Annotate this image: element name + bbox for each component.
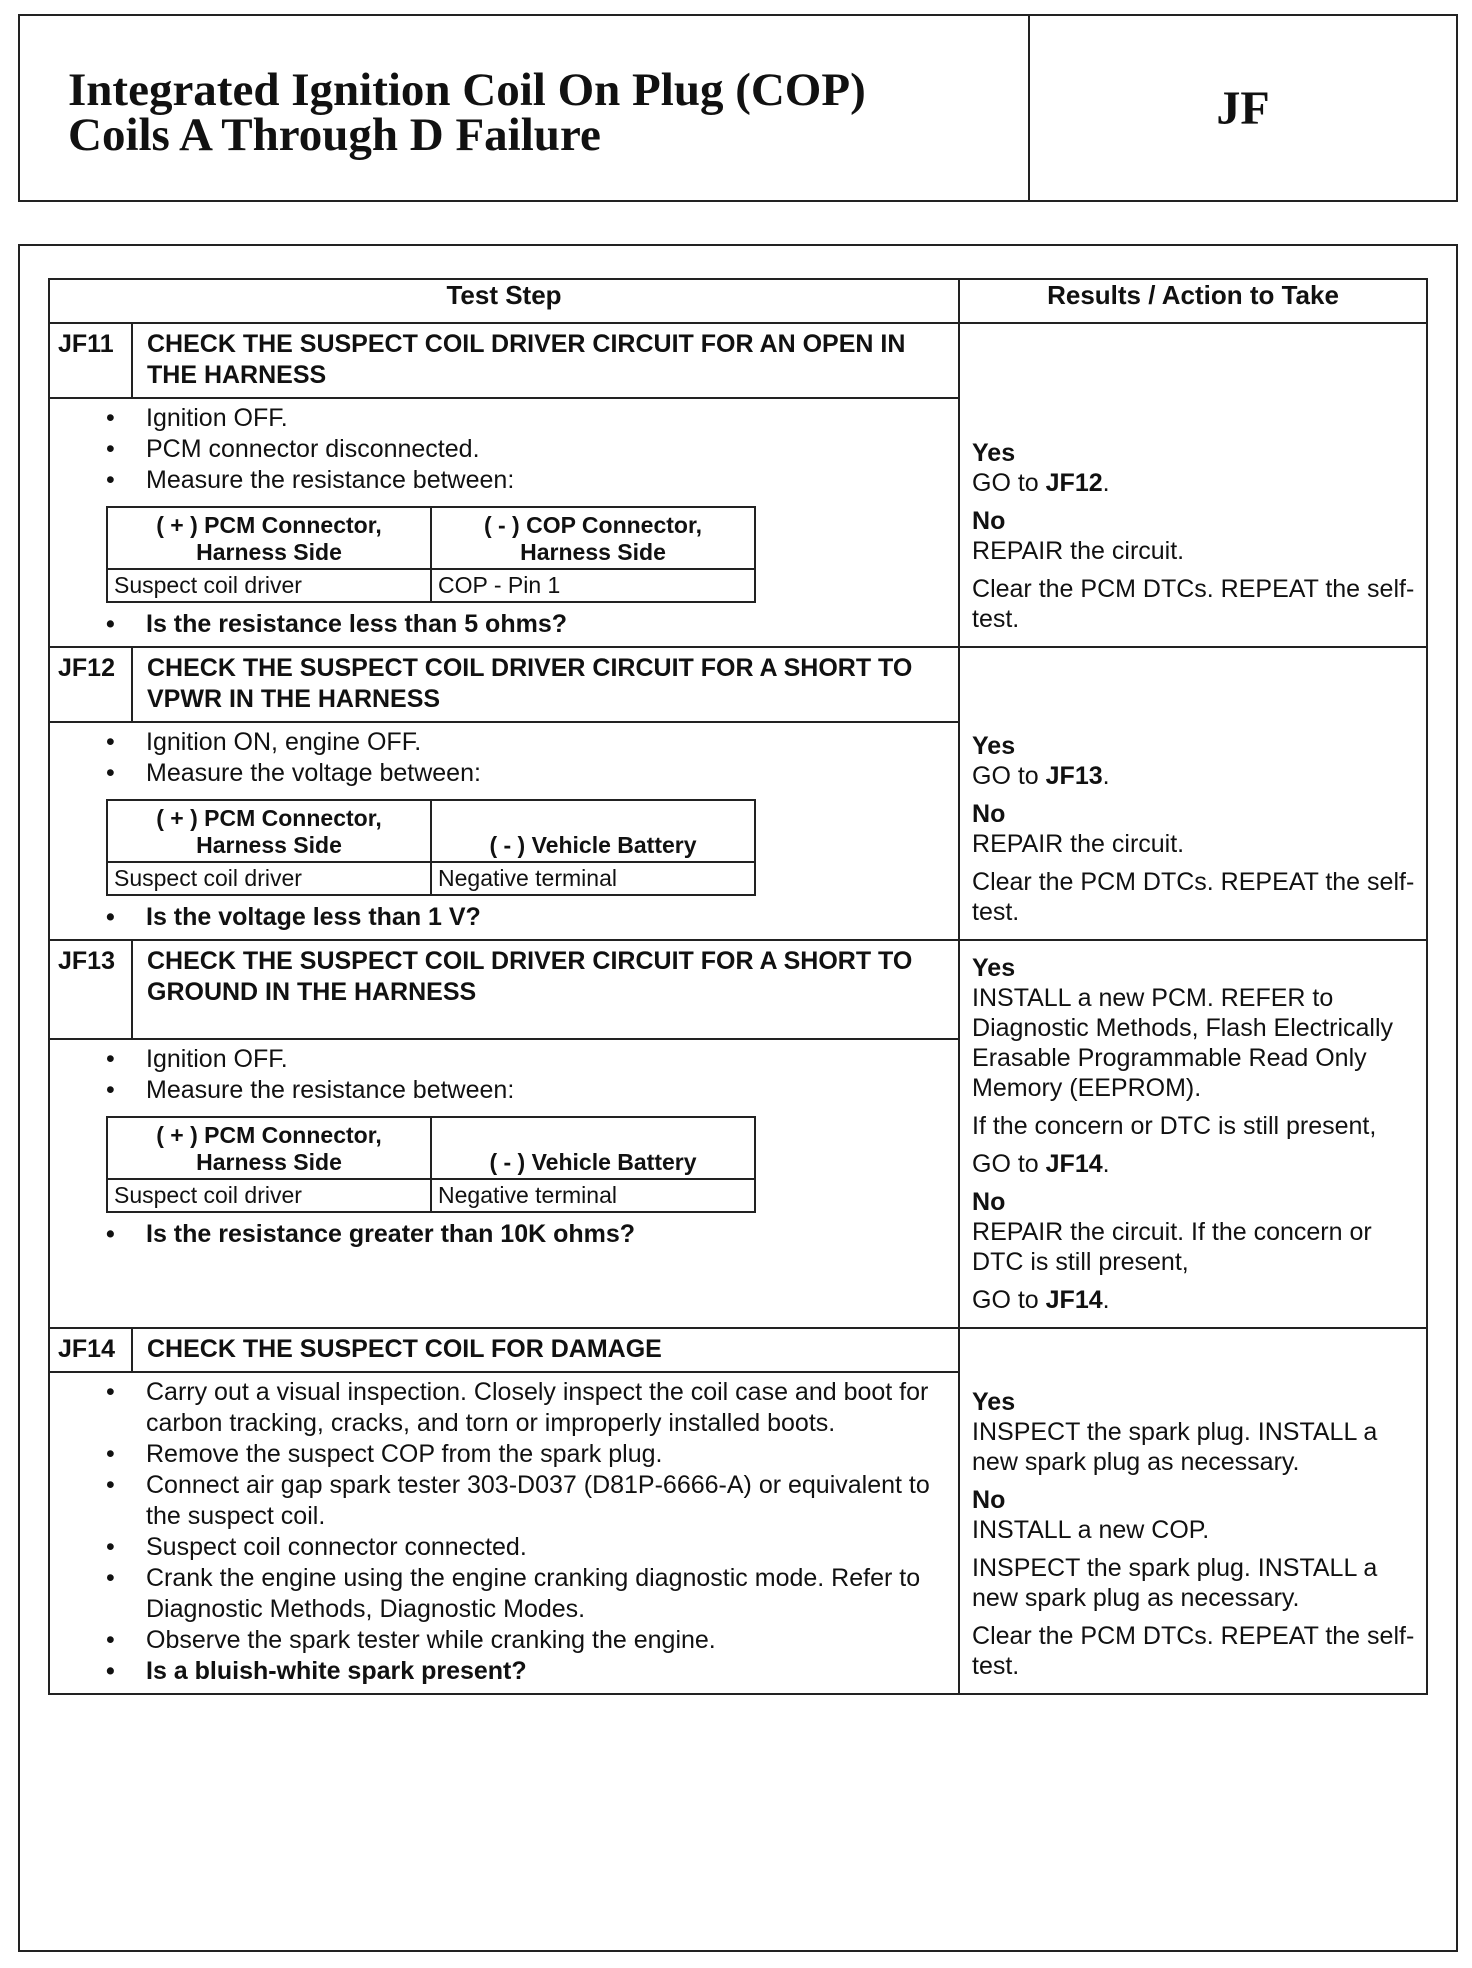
measurement-cell: Suspect coil driver	[107, 1179, 431, 1212]
list-item: • Measure the resistance between:	[146, 1075, 948, 1106]
col-header-results: Results / Action to Take	[959, 279, 1427, 323]
measurement-header-minus: ( - ) Vehicle Battery	[431, 800, 755, 862]
step-jf12-results	[959, 647, 1427, 940]
measurement-cell: Suspect coil driver	[107, 862, 431, 895]
step-jf14-results	[959, 1328, 1427, 1694]
col-header-test-step: Test Step	[49, 279, 959, 323]
step-name: CHECK THE SUSPECT COIL DRIVER CIRCUIT FOR AN OPEN IN THE HARNESS	[132, 323, 959, 398]
result-yes-goto: GO to JF14.	[972, 1150, 1110, 1178]
header-title-cell	[20, 16, 1030, 200]
step-id: JF13	[49, 940, 132, 1039]
result-yes-action: INSPECT the spark plug. INSTALL a new spark plug as necessary.	[972, 1418, 1378, 1476]
list-item: • Ignition ON, engine OFF.	[146, 727, 948, 758]
result-yes-label: Yes	[972, 954, 1016, 982]
step-jf11-title-row	[49, 323, 1427, 398]
measurement-table	[106, 1116, 756, 1213]
list-item: • Measure the resistance between:	[146, 465, 948, 496]
list-item: • Remove the suspect COP from the spark plug.	[146, 1439, 948, 1470]
list-item: • Suspect coil connector connected.	[146, 1532, 948, 1563]
result-no-label: No	[972, 507, 1006, 535]
list-item: • Ignition OFF.	[146, 403, 948, 434]
step-jf12-body	[49, 722, 959, 940]
result-no-action: REPAIR the circuit.	[972, 537, 1185, 565]
measurement-cell: Negative terminal	[431, 1179, 755, 1212]
measurement-header-plus: ( + ) PCM Connector, Harness Side	[107, 800, 431, 862]
step-id: JF11	[49, 323, 132, 398]
result-no-action-2: Clear the PCM DTCs. REPEAT the self-test.	[972, 868, 1415, 926]
measurement-cell: Suspect coil driver	[107, 569, 431, 602]
step-id: JF12	[49, 647, 132, 722]
step-question: • Is a bluish-white spark present?	[146, 1656, 948, 1687]
list-item: • Observe the spark tester while cranking the engine.	[146, 1625, 948, 1656]
measurement-header-minus: ( - ) COP Connector, Harness Side	[431, 507, 755, 569]
measurement-table	[106, 799, 756, 896]
step-id: JF14	[49, 1328, 132, 1372]
document-header	[18, 14, 1458, 202]
step-name: CHECK THE SUSPECT COIL DRIVER CIRCUIT FOR A SHORT TO VPWR IN THE HARNESS	[132, 647, 959, 722]
step-question: • Is the resistance less than 5 ohms?	[146, 609, 948, 640]
result-no-action: INSTALL a new COP.	[972, 1516, 1210, 1544]
measurement-table	[106, 506, 756, 603]
result-no-action-3: Clear the PCM DTCs. REPEAT the self-test.	[972, 1622, 1415, 1680]
result-no-label: No	[972, 800, 1006, 828]
step-question: • Is the voltage less than 1 V?	[146, 902, 948, 933]
measurement-cell: Negative terminal	[431, 862, 755, 895]
measurement-header-plus: ( + ) PCM Connector, Harness Side	[107, 507, 431, 569]
list-item: • Crank the engine using the engine cranking diagnostic mode. Refer to Diagnostic Methods, Diagnostic Modes.	[146, 1563, 948, 1625]
result-no-action: REPAIR the circuit.	[972, 830, 1185, 858]
step-jf14-body	[49, 1372, 959, 1694]
step-question: • Is the resistance greater than 10K ohms?	[146, 1219, 948, 1250]
result-no-action-2: Clear the PCM DTCs. REPEAT the self-test.	[972, 575, 1415, 633]
measurement-header-minus: ( - ) Vehicle Battery	[431, 1117, 755, 1179]
list-item: • PCM connector disconnected.	[146, 434, 948, 465]
result-no-action-2: INSPECT the spark plug. INSTALL a new spark plug as necessary.	[972, 1554, 1378, 1612]
list-item: • Connect air gap spark tester 303-D037 (D81P-6666-A) or equivalent to the suspect coil.	[146, 1470, 948, 1532]
step-jf13-body	[49, 1039, 959, 1328]
result-yes-action: GO to JF13.	[972, 762, 1110, 790]
table-header-row	[49, 279, 1427, 323]
list-item: • Carry out a visual inspection. Closely inspect the coil case and boot for carbon tracking, cracks, and torn or improperly installed boots.	[146, 1377, 948, 1439]
step-name: CHECK THE SUSPECT COIL DRIVER CIRCUIT FOR A SHORT TO GROUND IN THE HARNESS	[132, 940, 959, 1039]
step-jf13-title-row	[49, 940, 1427, 1039]
result-yes-action-2: If the concern or DTC is still present,	[972, 1112, 1377, 1140]
section-code: JF	[1216, 81, 1270, 135]
result-no-label: No	[972, 1486, 1006, 1514]
step-name: CHECK THE SUSPECT COIL FOR DAMAGE	[132, 1328, 959, 1372]
measurement-header-plus: ( + ) PCM Connector, Harness Side	[107, 1117, 431, 1179]
step-jf11-results	[959, 323, 1427, 647]
page-title	[68, 64, 866, 161]
result-yes-label: Yes	[972, 732, 1016, 760]
list-item: • Ignition OFF.	[146, 1044, 948, 1075]
title-line-1: Integrated Ignition Coil On Plug (COP)	[68, 64, 866, 116]
title-line-2: Coils A Through D Failure	[68, 109, 601, 161]
result-no-label: No	[972, 1188, 1006, 1216]
result-yes-action: GO to JF12.	[972, 469, 1110, 497]
result-yes-label: Yes	[972, 439, 1016, 467]
result-no-goto: GO to JF14.	[972, 1286, 1110, 1314]
step-jf12-title-row	[49, 647, 1427, 722]
list-item: • Measure the voltage between:	[146, 758, 948, 789]
step-jf14-title-row	[49, 1328, 1427, 1372]
test-step-table	[48, 278, 1428, 1695]
step-jf13-results	[959, 940, 1427, 1328]
step-jf11-body	[49, 398, 959, 647]
measurement-cell: COP - Pin 1	[431, 569, 755, 602]
result-yes-label: Yes	[972, 1388, 1016, 1416]
result-yes-action: INSTALL a new PCM. REFER to Diagnostic Methods, Flash Electrically Erasable Programmable Read Only Memory (EEPROM).	[972, 984, 1394, 1102]
result-no-action: REPAIR the circuit. If the concern or DTC is still present,	[972, 1218, 1372, 1276]
